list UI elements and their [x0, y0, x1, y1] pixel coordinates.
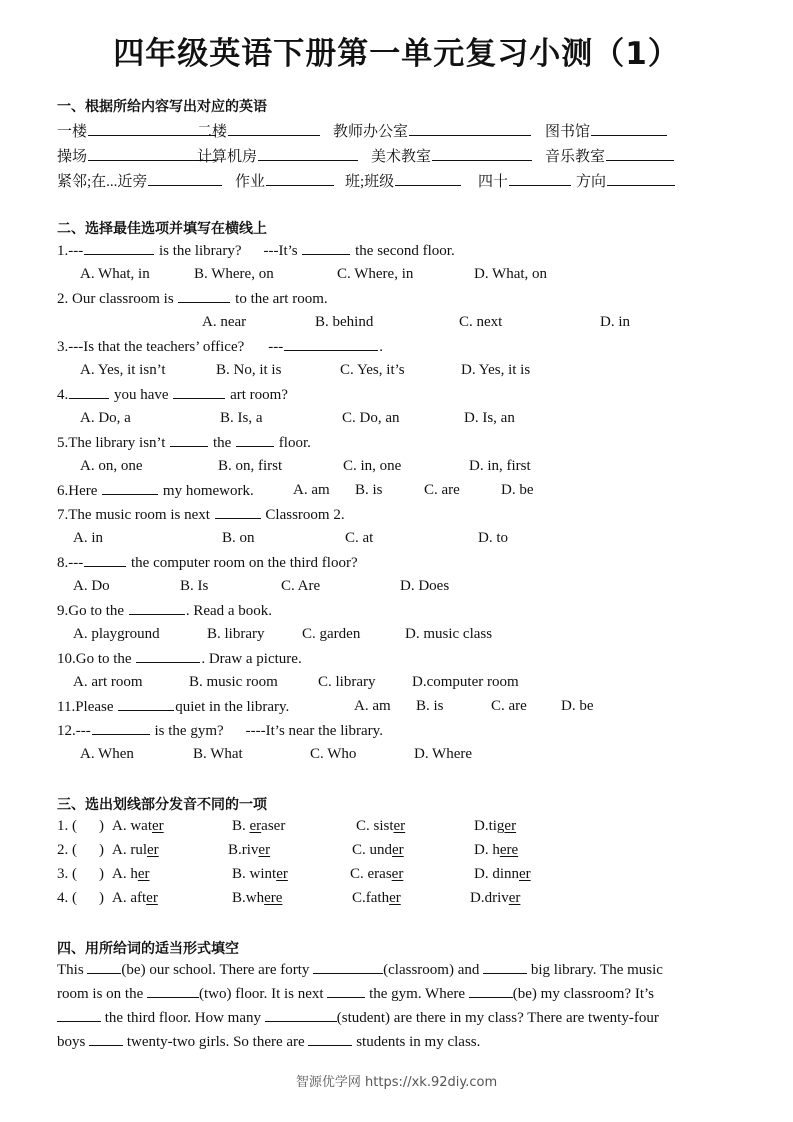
- question-4: 4. you have art room?: [57, 387, 288, 403]
- option[interactable]: D. Does: [400, 578, 450, 594]
- vocab-item: 作业: [235, 170, 335, 191]
- option[interactable]: B. What: [193, 746, 243, 762]
- answer-blank[interactable]: [313, 961, 383, 974]
- answer-blank[interactable]: [432, 148, 532, 161]
- paragraph-line: boys twenty-two girls. So there are students in my class.: [57, 1034, 481, 1050]
- answer-blank[interactable]: [395, 173, 461, 186]
- answer-blank[interactable]: [173, 386, 225, 399]
- option[interactable]: A. Yes, it isn’t: [80, 362, 166, 378]
- vocab-item: 图书馆: [545, 120, 668, 141]
- answer-blank[interactable]: [302, 242, 350, 255]
- phonics-option[interactable]: C. sister: [356, 818, 406, 834]
- answer-blank[interactable]: [266, 173, 334, 186]
- section-2-heading: 二、选择最佳选项并填写在横线上: [57, 221, 267, 237]
- answer-blank[interactable]: [87, 961, 121, 974]
- option[interactable]: B. Is: [180, 578, 209, 594]
- vocab-item: 教师办公室: [333, 120, 532, 141]
- answer-blank[interactable]: [327, 985, 365, 998]
- answer-blank[interactable]: [236, 434, 274, 447]
- question-9: 9.Go to the . Read a book.: [57, 603, 273, 619]
- option[interactable]: B. behind: [315, 314, 374, 330]
- answer-bracket[interactable]: 1. ( ): [57, 818, 104, 834]
- phonics-option[interactable]: B.river: [228, 842, 271, 858]
- option[interactable]: A. When: [80, 746, 134, 762]
- vocab-item: 音乐教室: [545, 145, 675, 166]
- answer-blank[interactable]: [265, 1009, 337, 1022]
- option[interactable]: D.computer room: [412, 674, 519, 690]
- option[interactable]: A. in: [73, 530, 103, 546]
- question-6: 6.Here my homework.: [57, 483, 254, 499]
- answer-blank[interactable]: [607, 173, 675, 186]
- vocab-item: 四十: [478, 170, 572, 191]
- option[interactable]: B. is: [355, 482, 383, 498]
- question-1: 1.--- is the library? ---It’s the second floor.: [57, 243, 455, 259]
- option[interactable]: A. art room: [73, 674, 143, 690]
- answer-blank[interactable]: [469, 985, 513, 998]
- option[interactable]: C. library: [318, 674, 376, 690]
- answer-blank[interactable]: [57, 1009, 101, 1022]
- option[interactable]: C. are: [491, 698, 527, 714]
- vocab-item: 班;班级: [345, 170, 462, 191]
- answer-blank[interactable]: [148, 173, 222, 186]
- phonics-option[interactable]: A. after: [112, 890, 158, 906]
- answer-blank[interactable]: [409, 123, 531, 136]
- section-3-heading: 三、选出划线部分发音不同的一项: [57, 797, 267, 813]
- phonics-option[interactable]: B.where: [232, 890, 283, 906]
- question-10: 10.Go to the . Draw a picture.: [57, 651, 302, 667]
- answer-blank[interactable]: [136, 650, 200, 663]
- paragraph-line: room is on the (two) floor. It is next the gym. Where (be) my classroom? It’s: [57, 986, 654, 1002]
- footer-watermark: 智源优学网 https://xk.92diy.com: [295, 1075, 498, 1090]
- option[interactable]: A. Do, a: [80, 410, 131, 426]
- option[interactable]: B. music room: [189, 674, 278, 690]
- option[interactable]: D. Yes, it is: [461, 362, 531, 378]
- phonics-option[interactable]: B. winter: [232, 866, 288, 882]
- option[interactable]: A. near: [202, 314, 247, 330]
- answer-bracket[interactable]: 4. ( ): [57, 890, 104, 906]
- answer-blank[interactable]: [129, 602, 185, 615]
- answer-blank[interactable]: [69, 386, 109, 399]
- answer-blank[interactable]: [118, 698, 174, 711]
- option[interactable]: A. am: [354, 698, 391, 714]
- answer-blank[interactable]: [178, 290, 230, 303]
- question-11: 11.Please quiet in the library.: [57, 699, 290, 715]
- option[interactable]: A. What, in: [80, 266, 150, 282]
- phonics-option[interactable]: C.father: [352, 890, 401, 906]
- answer-blank[interactable]: [591, 123, 667, 136]
- option[interactable]: A. am: [293, 482, 330, 498]
- option[interactable]: D. Is, an: [464, 410, 515, 426]
- option[interactable]: C. Are: [281, 578, 321, 594]
- phonics-option[interactable]: D. here: [474, 842, 519, 858]
- option[interactable]: C. at: [345, 530, 374, 546]
- option[interactable]: C. are: [424, 482, 460, 498]
- fill-in-paragraph: [57, 958, 754, 1054]
- phonics-option[interactable]: A. her: [112, 866, 150, 882]
- answer-blank[interactable]: [228, 123, 320, 136]
- phonics-option[interactable]: D. dinner: [474, 866, 531, 882]
- option[interactable]: D. in, first: [469, 458, 531, 474]
- option[interactable]: B. on, first: [218, 458, 283, 474]
- option[interactable]: B. No, it is: [216, 362, 282, 378]
- answer-blank[interactable]: [170, 434, 208, 447]
- answer-blank[interactable]: [215, 506, 261, 519]
- phonics-option[interactable]: B. eraser: [232, 818, 286, 834]
- answer-blank[interactable]: [284, 338, 378, 351]
- phonics-option[interactable]: A. water: [112, 818, 164, 834]
- answer-blank[interactable]: [89, 1033, 123, 1046]
- question-2: 2. Our classroom is to the art room.: [57, 291, 328, 307]
- option[interactable]: B. is: [416, 698, 444, 714]
- section-1-heading: 一、根据所给内容写出对应的英语: [57, 99, 267, 115]
- vocab-item: 方向: [576, 170, 676, 191]
- answer-blank[interactable]: [509, 173, 571, 186]
- vocab-item: 一楼: [57, 120, 217, 141]
- answer-blank[interactable]: [606, 148, 674, 161]
- answer-blank[interactable]: [92, 722, 150, 735]
- option[interactable]: C. Who: [310, 746, 357, 762]
- option[interactable]: D. What, on: [474, 266, 548, 282]
- vocab-item: 操场: [57, 145, 217, 166]
- answer-blank[interactable]: [84, 554, 126, 567]
- option[interactable]: D. be: [561, 698, 594, 714]
- question-5: 5.The library isn’t the floor.: [57, 435, 311, 451]
- option[interactable]: C. next: [459, 314, 503, 330]
- answer-bracket[interactable]: 3. ( ): [57, 866, 104, 882]
- option[interactable]: C. in, one: [343, 458, 402, 474]
- paragraph-line: This (be) our school. There are forty (classroom) and big library. The music: [57, 962, 663, 978]
- option[interactable]: D. music class: [405, 626, 493, 642]
- phonics-option[interactable]: A. ruler: [112, 842, 159, 858]
- vocab-item: 二楼: [197, 120, 321, 141]
- option[interactable]: B. Is, a: [220, 410, 263, 426]
- question-7: 7.The music room is next Classroom 2.: [57, 507, 345, 523]
- answer-blank[interactable]: [483, 961, 527, 974]
- option[interactable]: C. Yes, it’s: [340, 362, 405, 378]
- vocab-item: 紧邻;在...近旁: [57, 170, 223, 191]
- option[interactable]: A. playground: [73, 626, 160, 642]
- answer-blank[interactable]: [84, 242, 154, 255]
- option[interactable]: D. to: [478, 530, 508, 546]
- option[interactable]: A. on, one: [80, 458, 143, 474]
- option[interactable]: D. in: [600, 314, 630, 330]
- answer-blank[interactable]: [308, 1033, 352, 1046]
- phonics-option[interactable]: D.driver: [470, 890, 521, 906]
- question-3: 3.---Is that the teachers’ office? --- .: [57, 339, 384, 355]
- option[interactable]: B. Where, on: [194, 266, 274, 282]
- answer-blank[interactable]: [258, 148, 358, 161]
- phonics-option[interactable]: D.tiger: [474, 818, 517, 834]
- vocab-item: 计算机房: [197, 145, 359, 166]
- page-title: 四年级英语下册第一单元复习小测（1）: [113, 36, 680, 72]
- answer-bracket[interactable]: 2. ( ): [57, 842, 104, 858]
- option[interactable]: C. Where, in: [337, 266, 414, 282]
- question-8: 8.--- the computer room on the third floor?: [57, 555, 358, 571]
- option[interactable]: B. on: [222, 530, 255, 546]
- option[interactable]: C. Do, an: [342, 410, 400, 426]
- option[interactable]: A. Do: [73, 578, 110, 594]
- answer-blank[interactable]: [147, 985, 199, 998]
- option[interactable]: B. library: [207, 626, 265, 642]
- phonics-option[interactable]: C. eraser: [350, 866, 404, 882]
- option[interactable]: D. be: [501, 482, 534, 498]
- section-4-heading: 四、用所给词的适当形式填空: [57, 941, 239, 957]
- question-12: 12.--- is the gym? ----It’s near the library.: [57, 723, 383, 739]
- option[interactable]: D. Where: [414, 746, 473, 762]
- answer-blank[interactable]: [102, 482, 158, 495]
- phonics-option[interactable]: C. under: [352, 842, 404, 858]
- paragraph-line: the third floor. How many (student) are there in my class? There are twenty-four: [57, 1006, 754, 1030]
- option[interactable]: C. garden: [302, 626, 361, 642]
- vocab-item: 美术教室: [371, 145, 533, 166]
